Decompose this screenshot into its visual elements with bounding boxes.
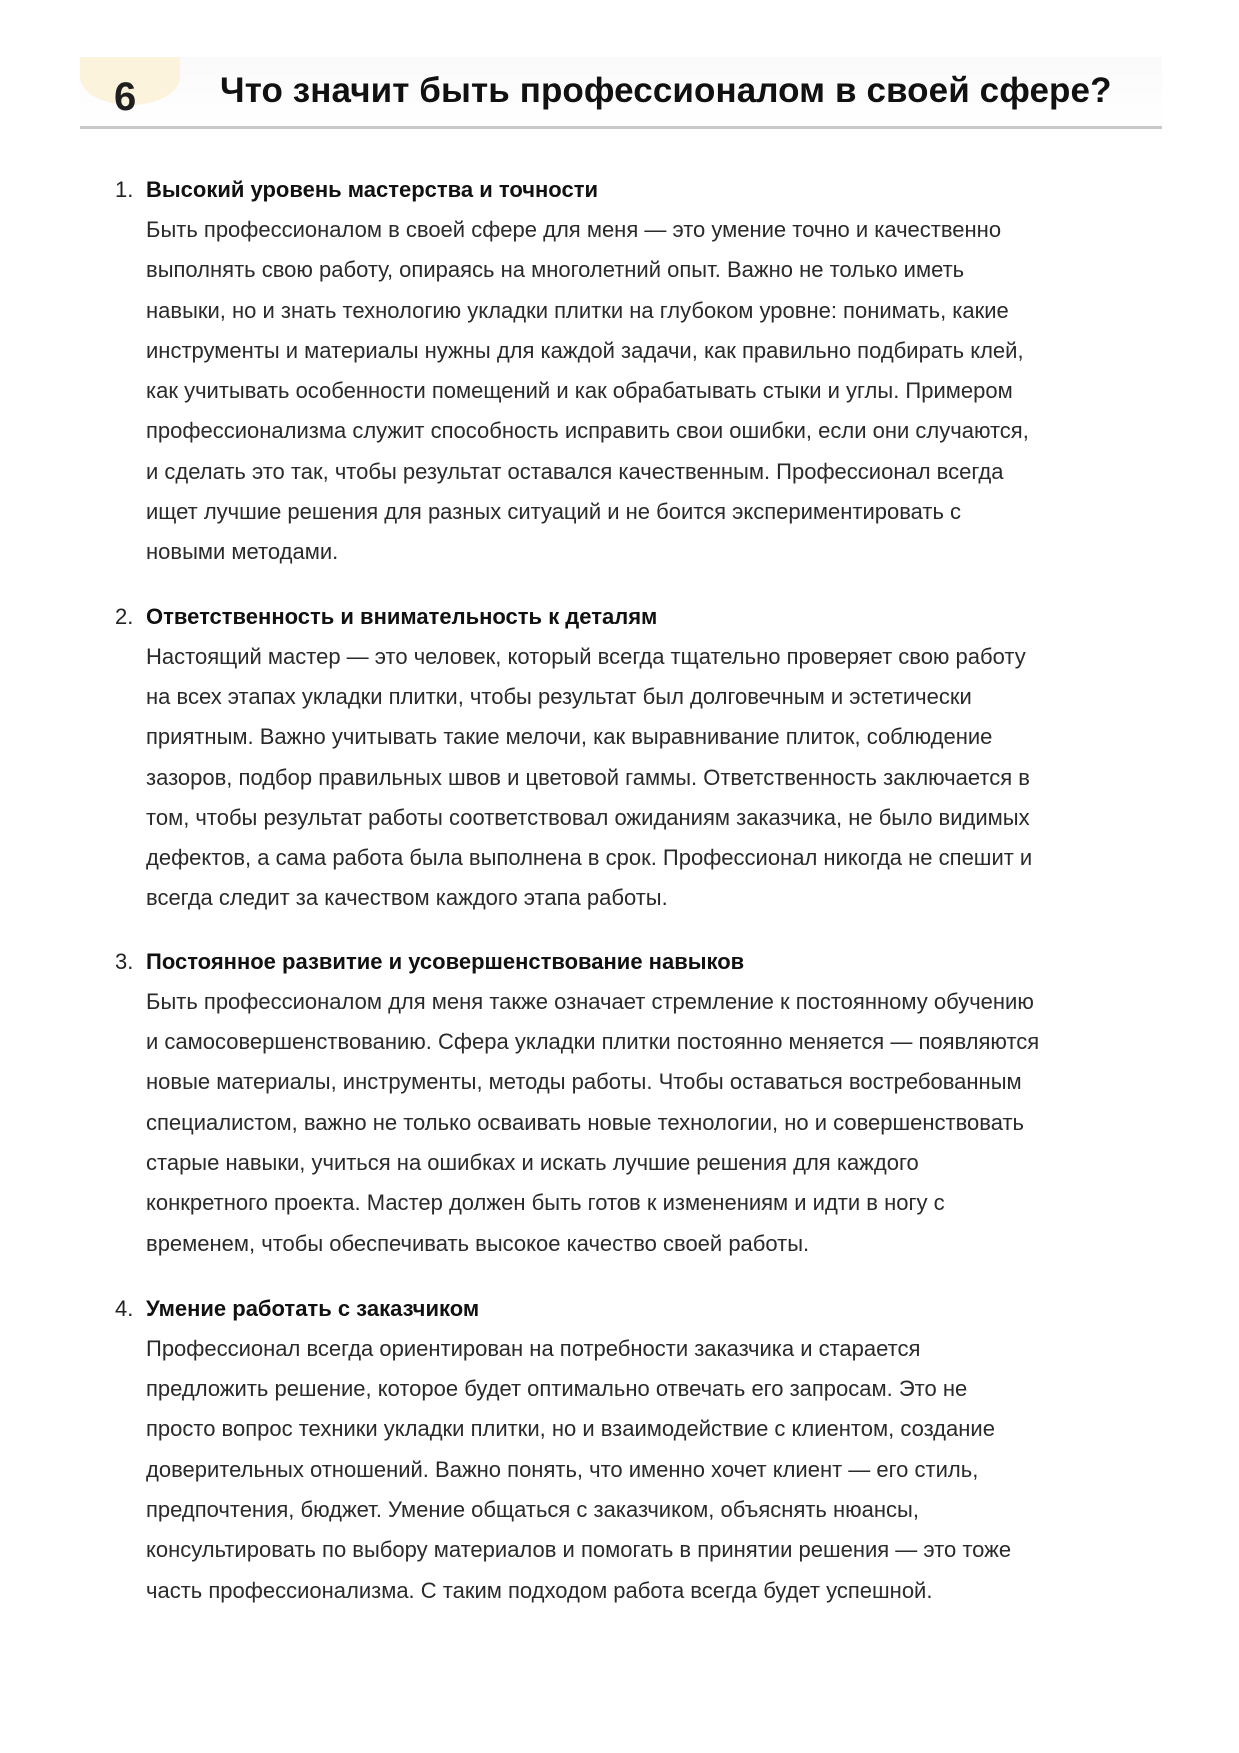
paragraph-line: доверительных отношений. Важно понять, что именно хочет клиент — его стиль, xyxy=(146,1456,979,1482)
paragraph-line: специалистом, важно не только осваивать новые технологии, но и совершенствовать xyxy=(146,1109,1025,1135)
paragraph-line: Быть профессионалом для меня также означает стремление к постоянному обучению xyxy=(146,988,1034,1014)
list-item-number: 4. xyxy=(115,1295,134,1321)
paragraph-line: как учитывать особенности помещений и как обрабатывать стыки и углы. Примером xyxy=(146,378,1013,404)
list-item-title: Ответственность и внимательность к деталям xyxy=(146,603,658,629)
paragraph-line: Быть профессионалом в своей сфере для меня — это умение точно и качественно xyxy=(146,217,1002,242)
list-item-title: Высокий уровень мастерства и точности xyxy=(146,177,598,202)
paragraph-line: Настоящий мастер — это человек, который всегда тщательно проверяет свою работу xyxy=(146,643,1026,669)
paragraph-line: предпочтения, бюджет. Умение общаться с заказчиком, объяснять нюансы, xyxy=(146,1497,919,1523)
paragraph-line: приятным. Важно учитывать такие мелочи, как выравнивание плиток, соблюдение xyxy=(146,724,993,750)
list-item-paragraph xyxy=(146,1329,1171,1611)
list-item-4 xyxy=(115,1289,1165,1611)
paragraph-line: новыми методами. xyxy=(146,539,339,565)
list-item-paragraph xyxy=(146,210,1171,573)
list-item-number: 3. xyxy=(115,948,134,974)
page-header xyxy=(80,57,1162,129)
paragraph-line: консультировать по выбору материалов и помогать в принятии решения — это тоже xyxy=(146,1537,1012,1563)
list-item-3 xyxy=(115,942,1165,1264)
paragraph-line: предложить решение, которое будет оптимально отвечать его запросам. Это не xyxy=(146,1376,968,1402)
paragraph-line: старые навыки, учиться на ошибках и искать лучшие решения для каждого xyxy=(146,1149,919,1175)
list-item-title: Постоянное развитие и усовершенствование навыков xyxy=(146,948,745,974)
paragraph-line: том, чтобы результат работы соответствовал ожиданиям заказчика, не было видимых xyxy=(146,804,1030,830)
paragraph-line: дефектов, а сама работа была выполнена в срок. Профессионал никогда не спешит и xyxy=(146,845,1033,871)
paragraph-line: ищет лучшие решения для разных ситуаций и не боится экспериментировать с xyxy=(146,499,962,525)
list-item-1 xyxy=(115,170,1165,573)
paragraph-line: зазоров, подбор правильных швов и цветовой гаммы. Ответственность заключается в xyxy=(146,764,1030,790)
paragraph-line: и самосовершенствованию. Сфера укладки плитки постоянно меняется — появляются xyxy=(146,1029,1040,1055)
paragraph-line: временем, чтобы обеспечивать высокое качество своей работы. xyxy=(146,1230,810,1256)
paragraph-line: всегда следит за качеством каждого этапа работы. xyxy=(146,885,668,911)
paragraph-line: просто вопрос техники укладки плитки, но и взаимодействие с клиентом, создание xyxy=(146,1416,995,1442)
page-title: Что значит быть профессионалом в своей сфере? xyxy=(220,71,1112,110)
paragraph-line: конкретного проекта. Мастер должен быть готов к изменениям и идти в ногу с xyxy=(146,1190,945,1216)
list-item-number: 1. xyxy=(115,177,134,202)
list-item-paragraph xyxy=(146,637,1171,919)
paragraph-line: на всех этапах укладки плитки, чтобы результат был долговечным и эстетически xyxy=(146,683,972,709)
paragraph-line: профессионализма служит способность исправить свои ошибки, если они случаются, xyxy=(146,418,1029,444)
paragraph-line: выполнять свою работу, опираясь на многолетний опыт. Важно не только иметь xyxy=(146,257,965,283)
list-item-title: Умение работать с заказчиком xyxy=(146,1295,480,1321)
paragraph-line: новые материалы, инструменты, методы работы. Чтобы оставаться востребованным xyxy=(146,1069,1022,1095)
list-item-number: 2. xyxy=(115,603,134,629)
paragraph-line: инструменты и материалы нужны для каждой задачи, как правильно подбирать клей, xyxy=(146,337,1024,363)
paragraph-line: часть профессионализма. С таким подходом работа всегда будет успешной. xyxy=(146,1577,933,1603)
numbered-list xyxy=(115,170,1165,1611)
paragraph-line: навыки, но и знать технологию укладки плитки на глубоком уровне: понимать, какие xyxy=(146,297,1009,323)
paragraph-line: Профессионал всегда ориентирован на потребности заказчика и старается xyxy=(146,1335,921,1361)
page-number: 6 xyxy=(114,75,137,119)
paragraph-line: и сделать это так, чтобы результат оставался качественным. Профессионал всегда xyxy=(146,458,1004,484)
list-item-2 xyxy=(115,597,1165,919)
list-item-paragraph xyxy=(146,982,1171,1264)
